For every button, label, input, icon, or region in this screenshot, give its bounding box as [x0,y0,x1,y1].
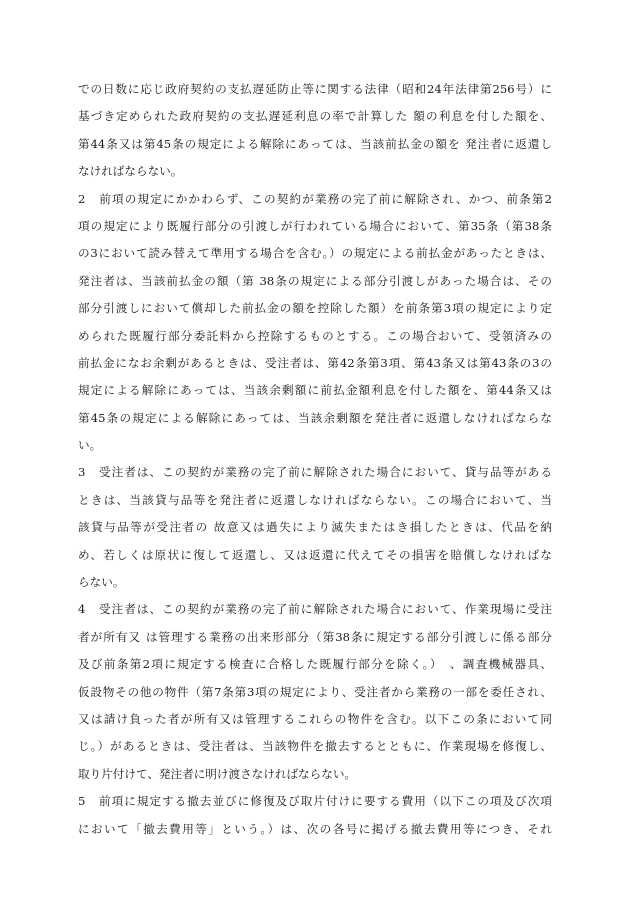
text-line: 仮設物その他の物件（第7条第3項の規定により、受注者から業務の一部を委任され、 [78,684,552,699]
text-line: 2 前項の規定にかかわらず、この契約が業務の完了前に解除され、かつ、前条第2 [78,191,552,206]
text-line: 規定による解除にあっては、当該余剰額に前払金額利息を付した額を、第44条又は [78,383,552,398]
text-line: 者が所有又 は管理する業務の出来形部分（第38条に規定する部分引渡しに係る部分 [78,629,552,644]
text-line: 項の規定により既履行部分の引渡しが行われている場合において、第35条（第38条 [78,218,552,233]
text-line: 第45条の規定による解除にあっては、当該余剰額を発注者に返還しなければならな [78,410,552,425]
text-line: 及び前条第2項に規定する検査に合格した既履行部分を除く。） 、調査機械器具、 [78,657,552,672]
text-line: 4 受注者は、この契約が業務の完了前に解除された場合において、作業現場に受注 [78,602,552,617]
text-line: 部分引渡しにおいて償却した前払金の額を控除した額）を前条第3項の規定により定 [78,301,552,316]
text-line: 前払金になお余剰があるときは、受注者は、第42条第3項、第43条又は第43条の3の [78,355,552,370]
text-line: において「撤去費用等」という。）は、次の各号に掲げる撤去費用等につき、それ [78,821,552,836]
text-line: 又は請け負った者が所有又は管理するこれらの物件を含む。以下この条において同 [78,711,552,726]
text-line: い。 [78,438,102,453]
text-line: の3において読み替えて準用する場合を含む。）の規定による前払金があったときは、 [78,246,552,261]
document-body [78,76,552,843]
text-line: 基づき定められた政府契約の支払遅延利息の率で計算した 額の利息を付した額を、 [78,109,552,124]
text-line: 第44条又は第45条の規定による解除にあっては、当該前払金の額を 発注者に返還し [78,136,552,151]
text-line: め、若しくは原状に復して返還し、又は返還に代えてその損害を賠償しなければな [78,547,552,562]
text-line: められた既履行部分委託料から控除するものとする。この場合おいて、受領済みの [78,328,552,343]
text-line: 取り片付けて、発注者に明け渡さなければならない。 [78,766,357,781]
text-line: らない。 [78,575,125,590]
text-line: 5 前項に規定する撤去並びに修復及び取片付けに要する費用（以下この項及び次項 [78,794,552,809]
text-line: なければならない。 [78,164,183,179]
text-line: 該貸与品等が受注者の 故意又は過失により滅失またはき損したときは、代品を納 [78,520,552,535]
text-line: 3 受注者は、この契約が業務の完了前に解除された場合において、貸与品等がある [78,465,552,480]
text-line: じ。）があるときは、受注者は、当該物件を撤去するとともに、作業現場を修復し、 [78,739,552,754]
text-line: 発注者は、当該前払金の額（第 38条の規定による部分引渡しがあった場合は、その [78,273,552,288]
text-line: ときは、当該貸与品等を発注者に返還しなければならない。この場合において、当 [78,492,552,507]
text-line: での日数に応じ政府契約の支払遅延防止等に関する法律（昭和24年法律第256号）に [78,82,552,96]
